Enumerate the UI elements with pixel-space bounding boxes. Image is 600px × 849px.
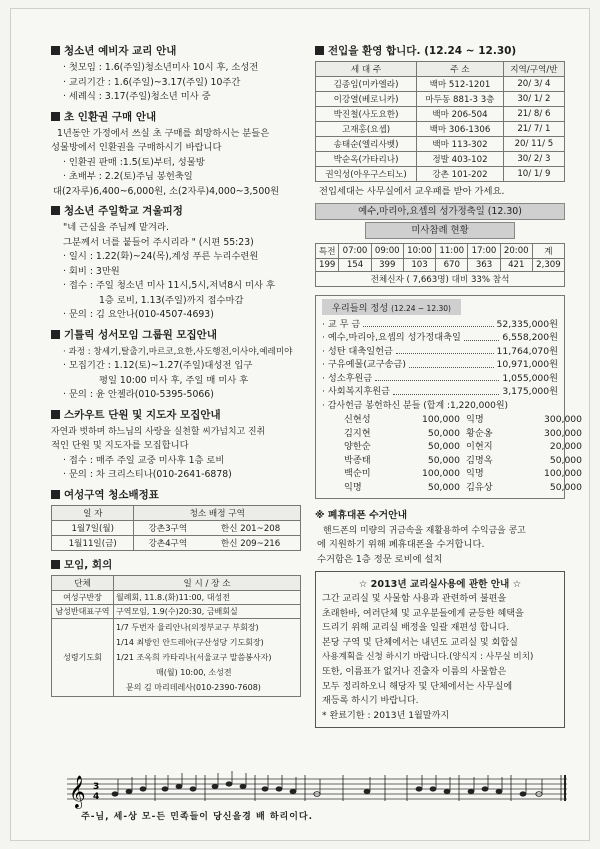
donor-name: 박종태 xyxy=(344,454,371,466)
table-cell: 21/ 7/ 1 xyxy=(503,122,564,137)
text-line: 초래한바, 여러단체 및 교우분들에게 균등한 혜택을 xyxy=(322,608,524,619)
offering-row xyxy=(322,385,558,399)
section-title: 전입을 환영 합니다. (12.24 ~ 12.30) xyxy=(328,45,517,57)
table-row xyxy=(52,590,301,604)
section-title: 스카우트 단원 및 지도자 모집안내 xyxy=(64,408,221,421)
table-cell: 20/ 3/ 4 xyxy=(503,77,564,92)
table-cell: 363 xyxy=(468,258,500,271)
table-row xyxy=(52,604,301,618)
text-line: 본당 구역 및 단체에서는 내년도 교리실 및 회합실 xyxy=(322,637,518,648)
offering-range: (12.24 ~ 12.30) xyxy=(391,303,451,313)
text-line: · 모집기간 : 1.12(토)~1.27(주일)대성전 입구 xyxy=(63,360,253,371)
table-cell: 여성구반장 xyxy=(52,590,114,604)
offering-row xyxy=(322,372,558,386)
time-signature-bottom: 4 xyxy=(93,792,100,802)
table-cell: 399 xyxy=(371,258,403,271)
text-line: 또한, 이름표가 없거나 진출자 이름의 사물함은 xyxy=(322,667,507,678)
donor-amount: 300,000 xyxy=(544,414,582,425)
time-signature-top: 3 xyxy=(93,782,100,792)
table-header: 특전 xyxy=(316,243,339,258)
text-line: 1/14 최방인 안드레아(구산성당 기도회장) xyxy=(116,637,264,647)
table-cell: 백마 306-1306 xyxy=(417,122,504,137)
section-welcome xyxy=(315,43,565,58)
table-cell: 20/ 11/ 5 xyxy=(503,137,564,152)
section-bible-group xyxy=(51,327,301,342)
text-line: 드리기 위해 교리실 배정을 일괄 재편성 합니다. xyxy=(322,623,510,634)
text-line: "네 근심을 주님께 맡겨라. xyxy=(63,222,169,233)
table-cell: 강촌4구역 xyxy=(134,535,201,550)
table-cell: 1월11일(금) xyxy=(52,535,134,550)
offering-amount: 6,558,200원 xyxy=(502,332,558,343)
text-line: 사용계획을 신청 하시기 바랍니다.(양식지 : 사무실 비치) xyxy=(322,652,534,663)
table-header: 일 시 / 장 소 xyxy=(114,575,301,590)
text-line: · 세례식 : 3.17(주일)청소년 미사 중 xyxy=(63,91,211,102)
donor-amount: 50,000 xyxy=(427,441,460,453)
table-header: 계 xyxy=(532,243,564,258)
text-line: 적인 단원 및 지도자를 모집합니다 xyxy=(51,440,189,451)
donor-name: 김유상 xyxy=(466,481,493,493)
text-line: · 초배부 : 2.2(토)주님 봉헌축일 xyxy=(63,171,193,182)
donor-name: 양한순 xyxy=(344,441,371,453)
text-line: 1층 로비, 1.13(주일)까지 접수마감 xyxy=(99,294,244,306)
mass-total: 전체신자 ( 7,663명) 대비 33% 참석 xyxy=(316,271,565,286)
section-title: 초 인환권 구매 안내 xyxy=(64,110,157,123)
table-cell: 정발 403-102 xyxy=(417,152,504,167)
text-line: · 인환권 판매 :1.5(토)부터, 성물방 xyxy=(63,156,205,168)
table-row xyxy=(52,618,301,696)
donor-amount: 100,000 xyxy=(422,468,460,480)
text-line: 1/7 두번자 율리안나(의정부교구 부회장) xyxy=(116,622,259,632)
section-title: 청소년 예비자 교리 안내 xyxy=(64,45,177,57)
offering-label: · 성소후원금 xyxy=(322,372,373,384)
welcome-note: 전입세대는 사무실에서 교우패를 받아 가세요. xyxy=(319,186,505,197)
offering-title: 우리들의 정성 xyxy=(332,302,389,314)
offering-row xyxy=(322,318,558,332)
square-bullet-icon xyxy=(51,490,60,499)
section-title: 여성구역 청소배정표 xyxy=(64,488,159,501)
table-header: 청소 배정 구역 xyxy=(134,505,301,520)
table-cell: 강촌3구역 xyxy=(134,520,201,535)
text-line: · 문의 : 차 크리스티나(010-2641-6878) xyxy=(63,469,232,480)
section-title: 기틀릭 성서모임 그룹원 모집안내 xyxy=(64,328,217,341)
table-cell: 백마 206-504 xyxy=(417,107,504,122)
table-cell: 이강열(베로니카) xyxy=(316,92,417,107)
table-cell: 권익성(아우구스티노) xyxy=(316,167,417,182)
offering-row xyxy=(322,358,558,372)
meetings-table xyxy=(51,575,301,697)
table-row xyxy=(316,77,565,92)
square-bullet-icon xyxy=(51,112,60,121)
square-bullet-icon xyxy=(51,560,60,569)
music-staff xyxy=(67,769,567,839)
bulletin-page xyxy=(10,8,590,841)
table-cell: 2,309 xyxy=(532,258,564,271)
mass-banner-attendance: 미사참례 현황 xyxy=(365,222,515,239)
section-title: 모임, 회의 xyxy=(64,558,113,571)
donor-name: 백순미 xyxy=(344,468,371,480)
table-cell: 성령기도회 xyxy=(52,618,114,696)
text-line: * 완료기한 : 2013년 1월말까지 xyxy=(322,710,450,721)
table-cell: 1월7일(월) xyxy=(52,520,134,535)
table-cell: 송태순(엘리사벳) xyxy=(316,137,417,152)
donor-amount: 100,000 xyxy=(544,468,582,480)
table-cell: 박진철(사도요한) xyxy=(316,107,417,122)
offering-row xyxy=(322,331,558,345)
donor-amount: 20,000 xyxy=(549,441,582,453)
table-header: 11:00 xyxy=(436,243,468,258)
hymn-lyrics: 주-님, 세-상 모-든 민족들이 당신을경 배 하리이다. xyxy=(81,812,314,822)
table-header: 07:00 xyxy=(339,243,371,258)
table-row xyxy=(316,258,565,271)
text-line: · 접수 : 주일 청소년 미사 11시,5시,저녁8시 미사 후 xyxy=(63,280,275,291)
text-line: 성물방에서 인환권을 구매하시기 바랍니다 xyxy=(51,142,222,153)
text-line: 그간 교리실 및 사물함 사용과 관련하여 불편을 xyxy=(322,594,507,605)
table-cell: 백마 512-1201 xyxy=(417,77,504,92)
table-cell: 30/ 1/ 2 xyxy=(503,92,564,107)
text-line: 자연과 벗하며 하느님의 사랑을 실천할 씨가넘치고 진취 xyxy=(51,426,266,437)
table-cell: 강촌 101-202 xyxy=(417,167,504,182)
table-cell: 421 xyxy=(500,258,532,271)
text-line: 매(월) 10:00, 소성전 xyxy=(156,667,232,677)
table-header: 10:00 xyxy=(403,243,435,258)
square-bullet-icon xyxy=(51,206,60,215)
table-cell: 김종임(미카엘라) xyxy=(316,77,417,92)
table-cell: 백마 113-302 xyxy=(417,137,504,152)
table-header: 단체 xyxy=(52,575,114,590)
square-bullet-icon xyxy=(315,46,324,55)
table-row xyxy=(316,152,565,167)
donor-amount: 300,000 xyxy=(544,427,582,439)
table-cell: 남성반대표구역 xyxy=(52,604,114,618)
text-line: 그분께서 너를 붙들어 주시리라 " (시편 55:23) xyxy=(63,236,254,248)
square-bullet-icon xyxy=(51,46,60,55)
section-phone-collection: ※ 폐휴대폰 수거안내 xyxy=(315,509,408,521)
table-header: 일 자 xyxy=(52,505,134,520)
classroom-notice-box xyxy=(315,571,565,728)
offering-amount: 52,335,000원 xyxy=(496,318,558,330)
text-line: · 문의 : 김 요안나(010-4507-4693) xyxy=(63,309,214,320)
donor-amount: 50,000 xyxy=(549,481,582,493)
table-header: 세 대 주 xyxy=(316,62,417,77)
table-cell: 199 xyxy=(316,258,339,271)
table-header: 17:00 xyxy=(468,243,500,258)
table-header: 20:00 xyxy=(500,243,532,258)
cleaning-table xyxy=(51,505,301,551)
offering-label: · 예수,마리아,요셉의 성가정대축일 xyxy=(322,332,461,343)
section-meetings xyxy=(51,557,301,572)
text-line: 모두 정리하오니 해당자 및 단체에서는 사무실에 xyxy=(322,681,513,692)
music-notes xyxy=(112,771,565,801)
table-cell: 고재홍(요셉) xyxy=(316,122,417,137)
donor-name: 김명옥 xyxy=(466,454,493,466)
offering-amount: 3,175,000원 xyxy=(502,386,558,397)
table-cell: 30/ 2/ 3 xyxy=(503,152,564,167)
table-row xyxy=(52,535,301,550)
text-line: · 첫모임 : 1.6(주일)청소년미사 10시 후, 소성전 xyxy=(63,62,259,73)
table-cell: 마두동 881-3 3층 xyxy=(417,92,504,107)
donor-list xyxy=(322,413,582,495)
section-candle-voucher xyxy=(51,109,301,124)
table-row xyxy=(316,107,565,122)
text-line: 수거함은 1층 정문 로비에 설치 xyxy=(317,553,443,565)
text-line: 문의 김 마리데레사(010-2390-7608) xyxy=(126,682,261,692)
table-row xyxy=(316,92,565,107)
table-header: 주 소 xyxy=(417,62,504,77)
donor-amount: 50,000 xyxy=(549,454,582,466)
thanks-offering-line: · 감사헌금 봉헌하신 분들 (합계 :1,220,000원) xyxy=(322,400,509,411)
donor-amount: 50,000 xyxy=(427,481,460,493)
section-scout-recruit xyxy=(51,407,301,422)
table-cell: 구역모임, 1.9(수)20:30, 금배회실 xyxy=(114,604,301,618)
treble-clef-icon: 𝄞 xyxy=(69,775,86,808)
table-cell: 한신 201~208 xyxy=(201,520,300,535)
offering-row xyxy=(322,345,558,359)
square-bullet-icon xyxy=(51,410,60,419)
square-bullet-icon xyxy=(51,330,60,339)
offering-label: · 성탄 대축일헌금 xyxy=(322,345,393,357)
text-line: 1년동안 가정에서 쓰실 초 구매를 희망하시는 분들은 xyxy=(57,127,270,139)
offering-label: · 교 무 금 xyxy=(322,318,361,330)
table-cell: 670 xyxy=(436,258,468,271)
text-line: · 회비 : 3만원 xyxy=(63,265,120,277)
table-row xyxy=(316,167,565,182)
table-row xyxy=(316,122,565,137)
section-title: 청소년 주일학교 겨울피정 xyxy=(64,205,183,217)
table-cell: 박순옥(가타리나) xyxy=(316,152,417,167)
mass-attendance-table xyxy=(315,243,565,287)
text-line: 핸드폰의 미량의 귀금속을 재활용하여 수익금을 콩고 xyxy=(323,525,526,536)
offering-label: · 사회복지후원금 xyxy=(322,386,390,397)
table-header: 09:00 xyxy=(371,243,403,258)
mass-banner-feast: 예수,마리아,요셉의 성가정축일 (12.30) xyxy=(315,203,565,220)
offering-label: · 구유예물(교구송금) xyxy=(322,359,407,370)
table-cell: 21/ 8/ 6 xyxy=(503,107,564,122)
offering-box xyxy=(315,295,582,499)
offering-header xyxy=(322,299,461,315)
text-line: · 일시 : 1.22(화)~24(목),계성 푸른 누리수련원 xyxy=(63,251,259,262)
section-winter-retreat xyxy=(51,203,301,218)
text-line: 재등록 하시기 바랍니다. xyxy=(322,696,419,707)
text-line: 1/21 조옥희 카타리나(서울교구 말씀봉사자) xyxy=(116,652,272,662)
section-youth-catechism xyxy=(51,43,301,58)
left-column xyxy=(51,39,301,697)
table-cell: 154 xyxy=(339,258,371,271)
table-cell: 10/ 1/ 9 xyxy=(503,167,564,182)
text-line: 평일 10:00 미사 후, 주일 매 미사 후 xyxy=(99,374,249,386)
offering-amount: 10,971,000원 xyxy=(496,359,558,370)
donor-name: 익명 xyxy=(466,468,484,480)
donor-amount: 50,000 xyxy=(427,454,460,466)
offering-amount: 1,055,000원 xyxy=(502,372,558,384)
donor-amount: 50,000 xyxy=(427,427,460,439)
text-line: · 문의 : 윤 안젤라(010-5395-5066) xyxy=(63,389,214,400)
donor-name: 황순옹 xyxy=(466,427,493,439)
donor-name: 김지현 xyxy=(344,427,371,439)
donor-name: 이현지 xyxy=(466,441,493,453)
table-header: 지역/구역/반 xyxy=(503,62,564,77)
text-line: 대(2자루)6,400~6,000원, 소(2자루)4,000~3,500원 xyxy=(53,185,280,197)
table-row xyxy=(316,137,565,152)
text-line: 에 지원하기 위해 폐휴대폰을 수거합니다. xyxy=(317,539,485,551)
text-line: · 교리기간 : 1.6(주일)~3.17(주일) 10주간 xyxy=(63,76,241,88)
donor-name: 신현성 xyxy=(344,414,371,425)
donor-amount: 100,000 xyxy=(422,414,460,425)
text-line: · 접수 : 매주 주일 교중 미사후 1층 로비 xyxy=(63,454,225,466)
notice-title: ☆ 2013년 교리실사용에 관한 안내 ☆ xyxy=(358,579,522,591)
text-line: · 과정 : 창세기,탈출기,마르코,요한,사도행전,이사야,예레미야 xyxy=(63,346,293,357)
donor-name: 익명 xyxy=(344,481,362,493)
offering-amount: 11,764,070원 xyxy=(496,345,558,357)
table-cell: 103 xyxy=(403,258,435,271)
welcome-table xyxy=(315,61,565,182)
donor-name: 익명 xyxy=(466,414,484,425)
right-column xyxy=(315,39,582,728)
table-cell: 월례회, 11.8.(화)11:00, 대성전 xyxy=(114,590,301,604)
section-cleaning-schedule xyxy=(51,487,301,502)
table-cell: 한신 209~216 xyxy=(201,535,300,550)
table-cell xyxy=(114,618,301,696)
table-row xyxy=(52,520,301,535)
